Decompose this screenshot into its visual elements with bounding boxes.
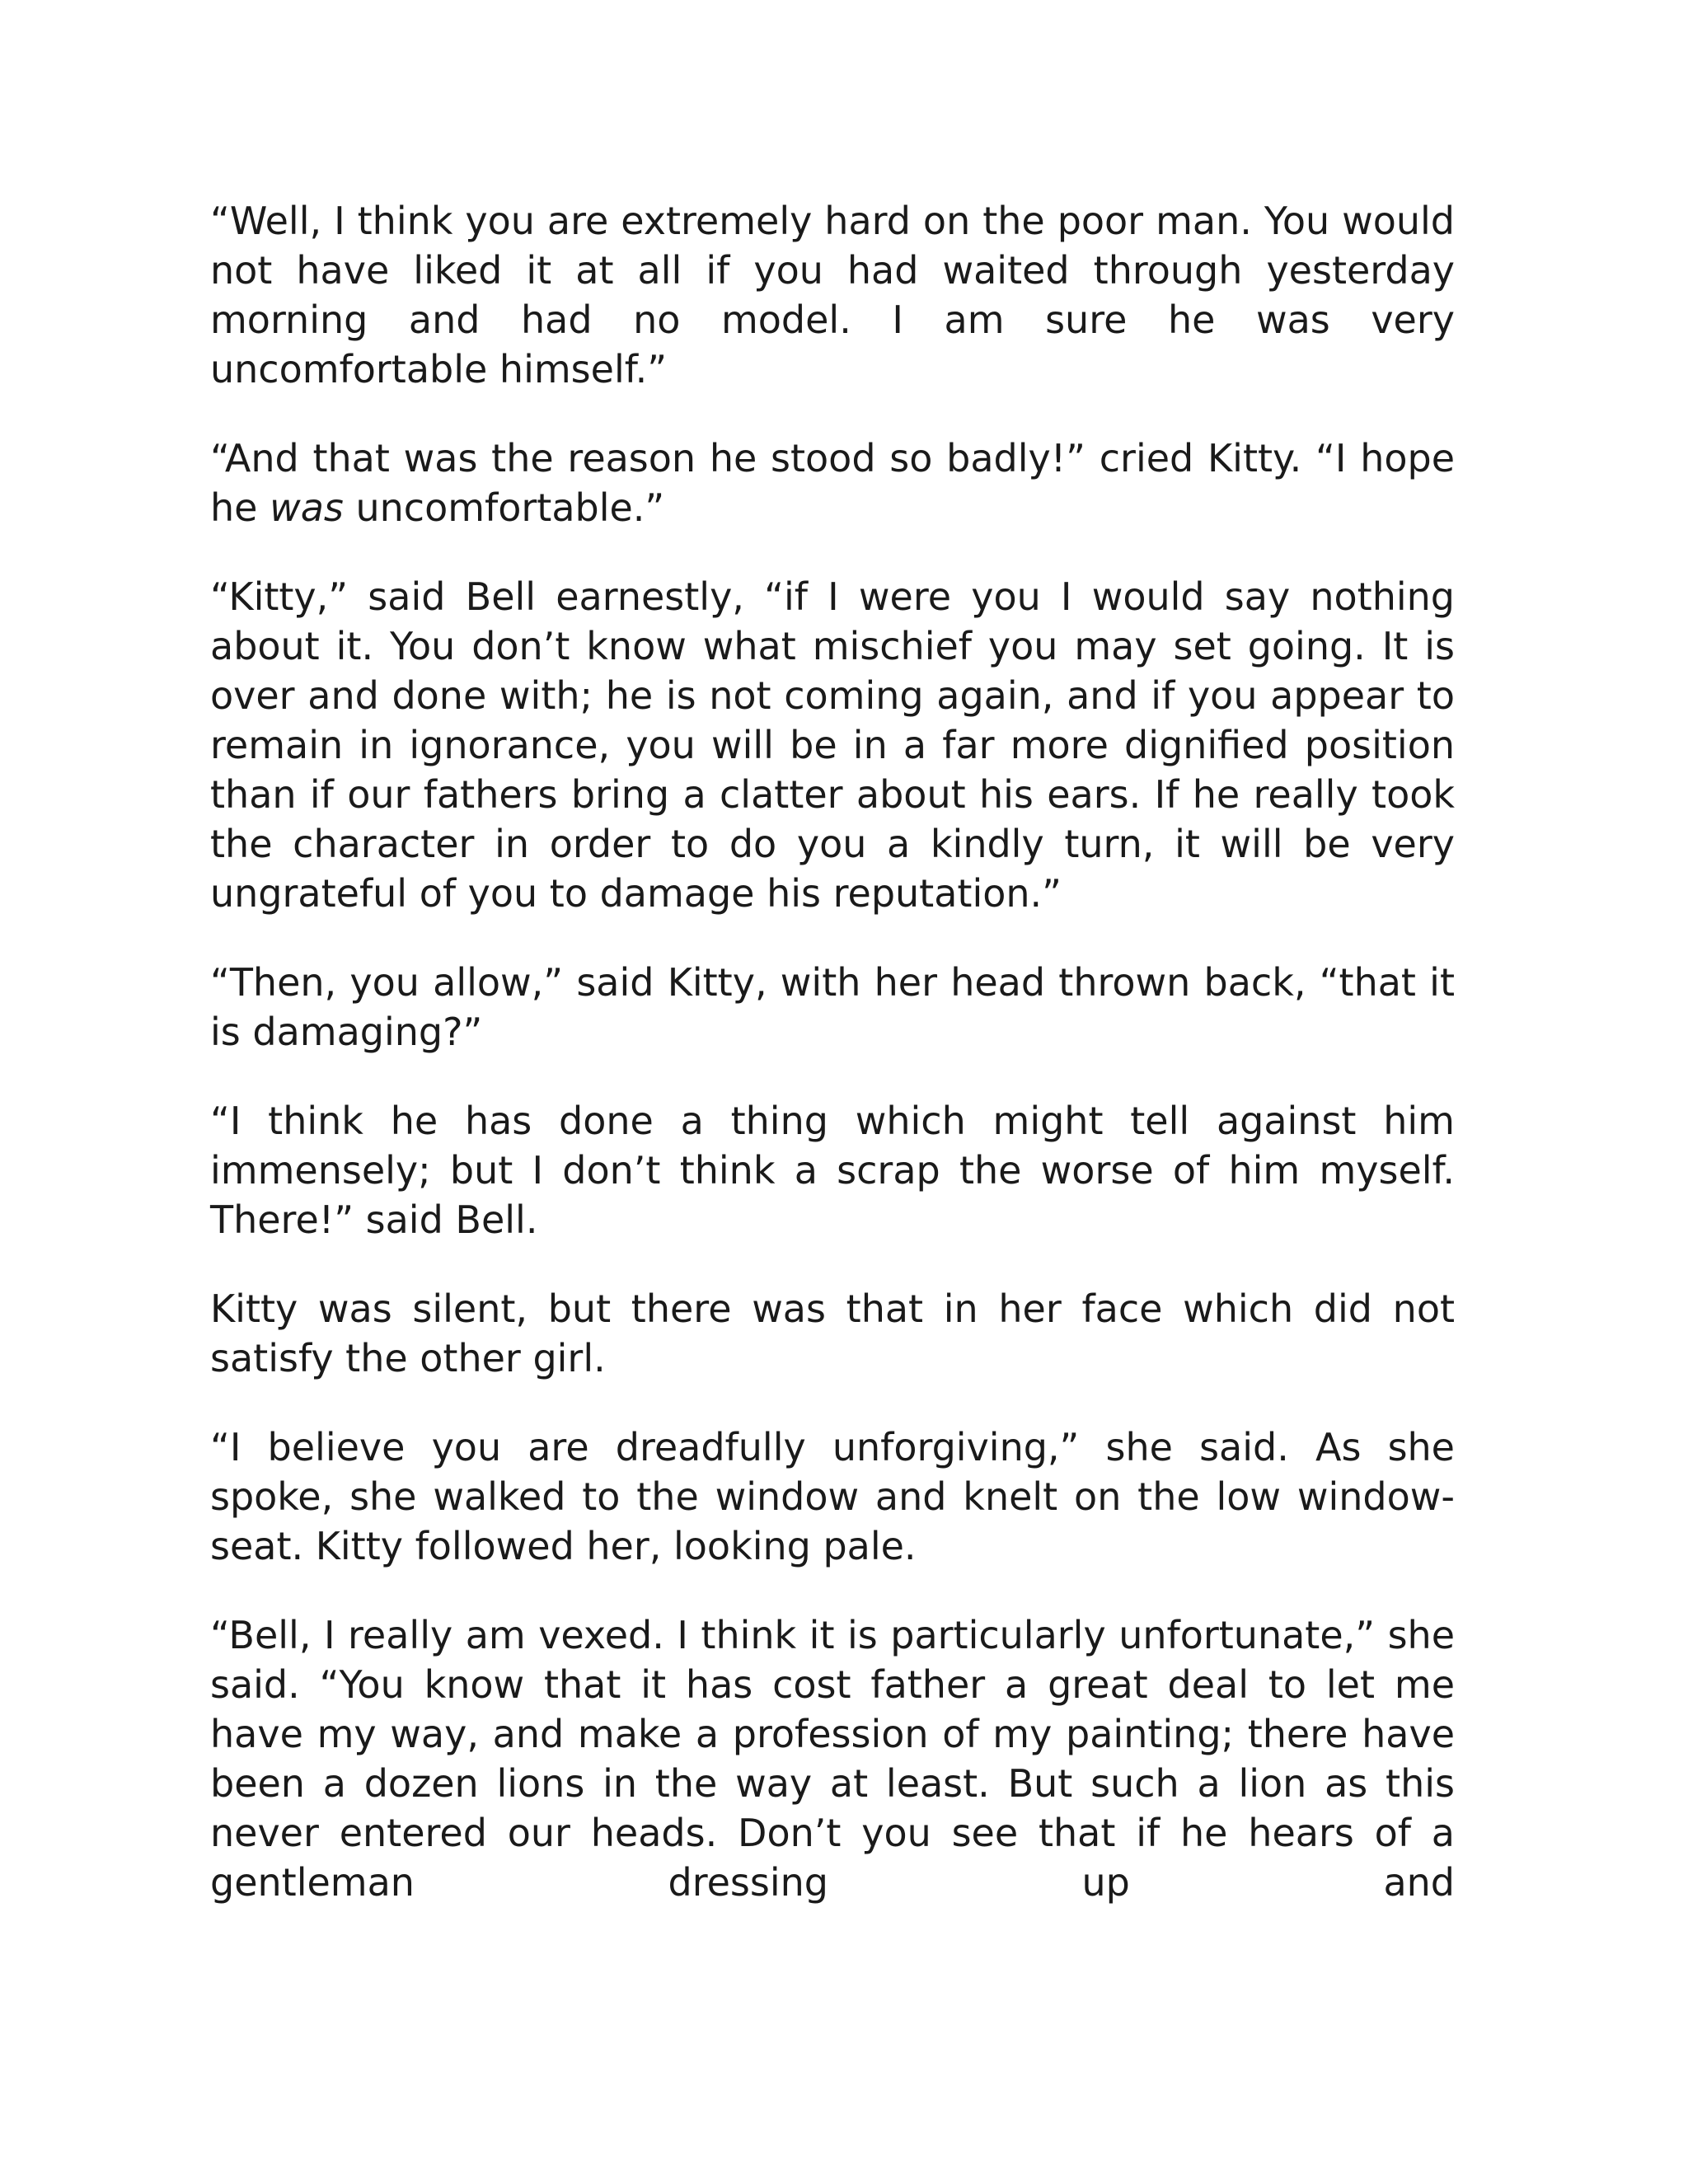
paragraph-3: “Kitty,” said Bell earnestly, “if I were you I would say nothing about it. You don’t know what mischief you may set going. It is over and done with; he is not coming again, and if you appear to remain in ignorance, you will be in a far more dignified position than if our fathers bring a clatter about his ears. If he really took the character in order to do you a kindly turn, it will be very ungrateful of you to damage his reputation.” <box>210 574 1455 916</box>
paragraph-2-text-before: “And that was the reason he stood so badly!” cried Kitty. “I hope he <box>210 436 1455 530</box>
paragraph-1: “Well, I think you are extremely hard on the poor man. You would not have liked it at all if you had waited through yesterday morning and had no model. I am sure he was very uncomfortable himself.” <box>210 199 1455 391</box>
paragraph-2-text-after: uncomfortable.” <box>343 485 665 530</box>
paragraph-6: Kitty was silent, but there was that in her face which did not satisfy the other girl. <box>210 1286 1455 1380</box>
paragraph-8: “Bell, I really am vexed. I think it is particularly unfortunate,” she said. “You know that it has cost father a great deal to let me have my way, and make a profession of my painting; there have been a dozen lions in the way at least. But such a lion as this never entered our heads. Don’t you see that if he hears of a gentleman dressing up and <box>210 1613 1455 1905</box>
body-text <box>210 196 1455 1907</box>
paragraph-2 <box>210 434 1455 532</box>
paragraph-4: “Then, you allow,” said Kitty, with her head thrown back, “that it is damaging?” <box>210 960 1455 1054</box>
paragraph-2-emphasis: was <box>270 485 344 530</box>
paragraph-5: “I think he has done a thing which might tell against him immensely; but I don’t think a scrap the worse of him myself. There!” said Bell. <box>210 1099 1455 1242</box>
paragraph-7: “I believe you are dreadfully unforgiving,” she said. As she spoke, she walked to the window and knelt on the low window-seat. Kitty followed her, looking pale. <box>210 1425 1455 1568</box>
